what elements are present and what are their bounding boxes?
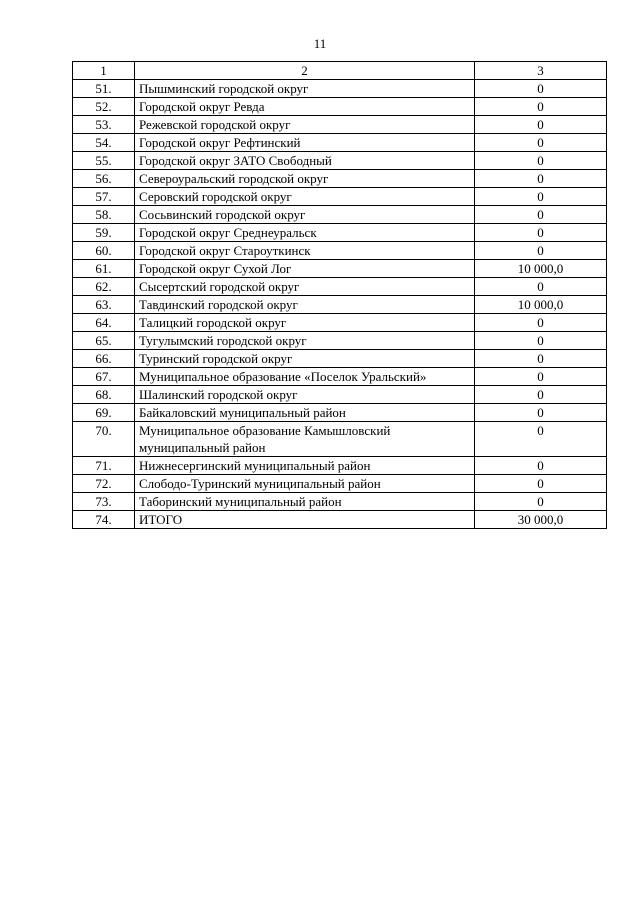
allocation-value: 0 (475, 314, 607, 332)
row-number: 60. (73, 242, 135, 260)
municipality-name: Городской округ Староуткинск (135, 242, 475, 260)
municipality-name: Тавдинский городской округ (135, 296, 475, 314)
allocation-value: 0 (475, 152, 607, 170)
table-row (73, 422, 607, 457)
row-number: 59. (73, 224, 135, 242)
municipality-name: Туринский городской округ (135, 350, 475, 368)
table-row (73, 260, 607, 278)
municipality-name: Шалинский городской округ (135, 386, 475, 404)
table-row (73, 188, 607, 206)
municipality-name: Городской округ Рефтинский (135, 134, 475, 152)
table-row (73, 242, 607, 260)
allocation-value: 0 (475, 457, 607, 475)
row-number: 73. (73, 493, 135, 511)
row-number: 71. (73, 457, 135, 475)
table-row (73, 350, 607, 368)
municipality-name: Муниципальное образование Камышловский муниципальный район (135, 422, 475, 457)
allocation-value: 0 (475, 404, 607, 422)
allocation-value: 10 000,0 (475, 260, 607, 278)
row-number: 74. (73, 511, 135, 529)
row-number: 58. (73, 206, 135, 224)
row-number: 54. (73, 134, 135, 152)
row-number: 62. (73, 278, 135, 296)
row-number: 69. (73, 404, 135, 422)
table-row (73, 457, 607, 475)
row-number: 51. (73, 80, 135, 98)
row-number: 63. (73, 296, 135, 314)
column-header-value: 3 (475, 62, 607, 80)
row-number: 57. (73, 188, 135, 206)
allocation-value: 0 (475, 493, 607, 511)
municipality-name: Байкаловский муниципальный район (135, 404, 475, 422)
row-number: 68. (73, 386, 135, 404)
table-row (73, 206, 607, 224)
allocation-value: 0 (475, 422, 607, 457)
municipality-name: Таборинский муниципальный район (135, 493, 475, 511)
municipality-name: Серовский городской округ (135, 188, 475, 206)
municipality-name: Тугулымский городской округ (135, 332, 475, 350)
allocation-value: 0 (475, 206, 607, 224)
allocation-value: 30 000,0 (475, 511, 607, 529)
municipality-name: Городской округ Сухой Лог (135, 260, 475, 278)
allocation-value: 0 (475, 332, 607, 350)
row-number: 52. (73, 98, 135, 116)
allocation-value: 0 (475, 170, 607, 188)
allocation-value: 0 (475, 475, 607, 493)
table-header-row (73, 62, 607, 80)
column-header-name: 2 (135, 62, 475, 80)
allocation-value: 10 000,0 (475, 296, 607, 314)
allocation-value: 0 (475, 116, 607, 134)
row-number: 67. (73, 368, 135, 386)
table-row (73, 386, 607, 404)
municipality-name: Пышминский городской округ (135, 80, 475, 98)
table-row (73, 134, 607, 152)
municipality-name: Сысертский городской округ (135, 278, 475, 296)
row-number: 72. (73, 475, 135, 493)
table-row (73, 116, 607, 134)
row-number: 66. (73, 350, 135, 368)
municipality-name: Городской округ Среднеуральск (135, 224, 475, 242)
municipality-name: Слободо-Туринский муниципальный район (135, 475, 475, 493)
allocation-value: 0 (475, 350, 607, 368)
allocation-value: 0 (475, 98, 607, 116)
column-header-number: 1 (73, 62, 135, 80)
municipality-name: Муниципальное образование «Поселок Уральский» (135, 368, 475, 386)
row-number: 64. (73, 314, 135, 332)
municipality-name: Городской округ Ревда (135, 98, 475, 116)
allocation-value: 0 (475, 188, 607, 206)
table-row (73, 475, 607, 493)
row-number: 56. (73, 170, 135, 188)
row-number: 70. (73, 422, 135, 457)
table-row (73, 368, 607, 386)
municipality-name: Талицкий городской округ (135, 314, 475, 332)
table-row (73, 332, 607, 350)
table-row (73, 98, 607, 116)
table-row (73, 314, 607, 332)
page-number: 11 (313, 36, 327, 51)
table-row (73, 511, 607, 529)
allocation-value: 0 (475, 368, 607, 386)
row-number: 55. (73, 152, 135, 170)
row-number: 61. (73, 260, 135, 278)
municipality-name: Режевской городской округ (135, 116, 475, 134)
allocation-value: 0 (475, 134, 607, 152)
allocation-value: 0 (475, 278, 607, 296)
allocation-value: 0 (475, 386, 607, 404)
table-row (73, 152, 607, 170)
allocation-value: 0 (475, 224, 607, 242)
table-row (73, 224, 607, 242)
table-row (73, 278, 607, 296)
allocation-value: 0 (475, 242, 607, 260)
allocation-value: 0 (475, 80, 607, 98)
municipality-name: Нижнесергинский муниципальный район (135, 457, 475, 475)
table-row (73, 80, 607, 98)
allocation-table (72, 61, 607, 529)
row-number: 53. (73, 116, 135, 134)
row-number: 65. (73, 332, 135, 350)
table-row (73, 493, 607, 511)
municipality-name: Североуральский городской округ (135, 170, 475, 188)
table-row (73, 404, 607, 422)
municipality-name: Сосьвинский городской округ (135, 206, 475, 224)
table-row (73, 170, 607, 188)
municipality-name: Городской округ ЗАТО Свободный (135, 152, 475, 170)
municipality-name: ИТОГО (135, 511, 475, 529)
table-row (73, 296, 607, 314)
